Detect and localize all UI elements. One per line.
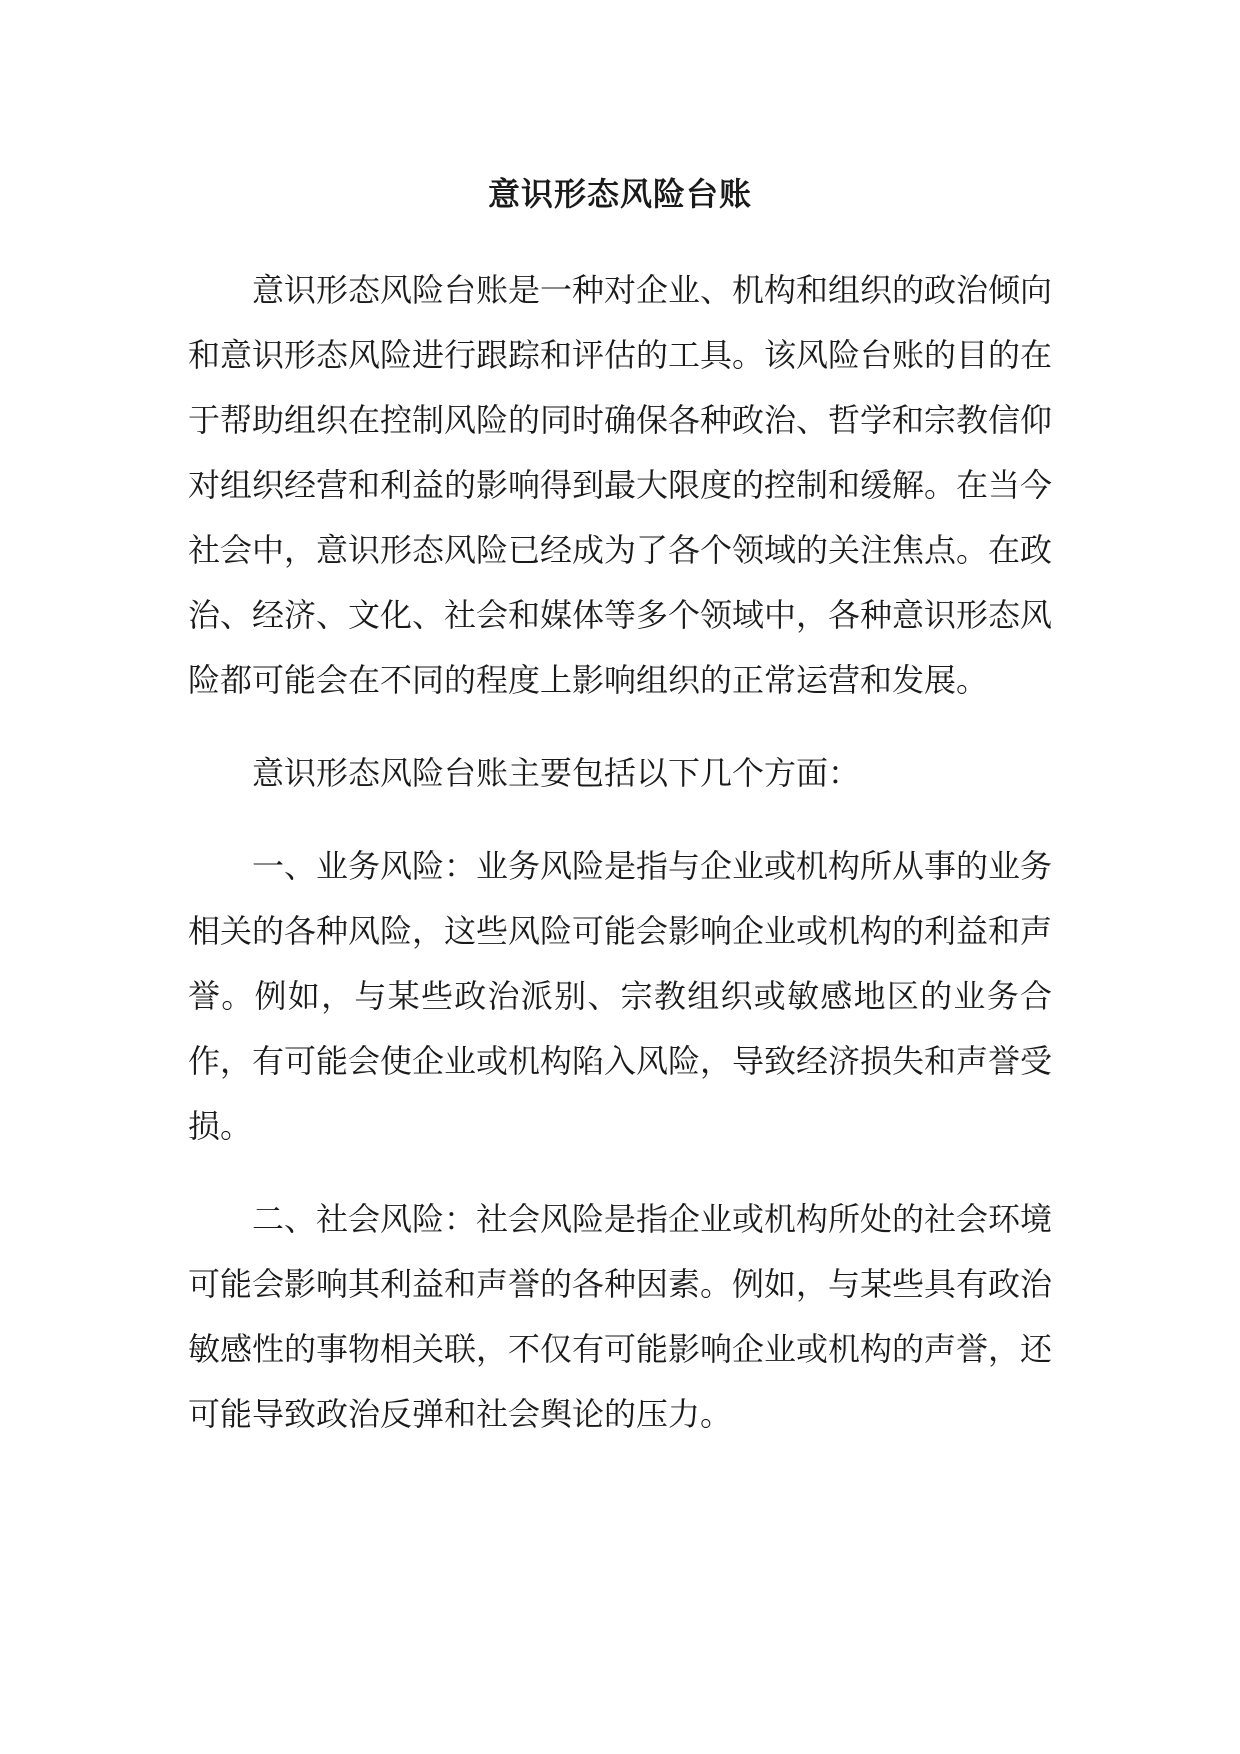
paragraph-social-risk: 二、社会风险：社会风险是指企业或机构所处的社会环境可能会影响其利益和声誉的各种因素。例如，与某些具有政治敏感性的事物相关联，不仅有可能影响企业或机构的声誉，还可能导致政治反弹和社会舆论的压力。 [188,1200,1053,1433]
paragraph-aspects-lead: 意识形态风险台账主要包括以下几个方面： [252,754,861,792]
paragraph-business-risk: 一、业务风险：业务风险是指与企业或机构所从事的业务相关的各种风险，这些风险可能会影响企业或机构的利益和声誉。例如，与某些政治派别、宗教组织或敏感地区的业务合作，有可能会使企业或机构陷入风险，导致经济损失和声誉受损。 [188,847,1053,1145]
document-body [188,170,1052,1475]
document-title: 意识形态风险台账 [487,175,752,213]
paragraph-intro: 意识形态风险台账是一种对企业、机构和组织的政治倾向和意识形态风险进行跟踪和评估的工具。该风险台账的目的在于帮助组织在控制风险的同时确保各种政治、哲学和宗教信仰对组织经营和利益的影响得到最大限度的控制和缓解。在当今社会中，意识形态风险已经成为了各个领域的关注焦点。在政治、经济、文化、社会和媒体等多个领域中，各种意识形态风险都可能会在不同的程度上影响组织的正常运营和发展。 [188,271,1053,699]
